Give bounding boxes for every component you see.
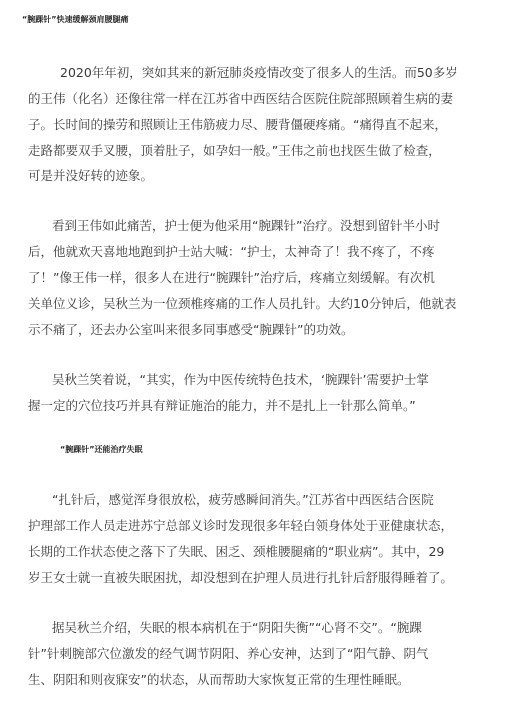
paragraph-line: 据吴秋兰介绍，失眠的根本病机在于“阴阳失衡”“心肾不交”。“腕踝 — [52, 620, 422, 635]
paragraph-line: 握一定的穴位技巧并具有辩证施治的能力，并不是扎上一针那么简单。” — [28, 398, 416, 413]
paragraph-line: 示不痛了，还去办公室叫来很多同事感受“腕踝针”的功效。 — [28, 322, 354, 337]
paragraph-line: 可是并没好转的迹象。 — [28, 168, 154, 183]
section-heading-wrist-ankle-pain: “腕踝针”快速缓解颈肩腰腿痛 — [22, 15, 129, 24]
paragraph-line: 针”针刺腕部穴位激发的经气调节阴阳、养心安神，达到了“阳气静、阴气 — [28, 646, 429, 661]
paragraph-line: 了！”像王伟一样，很多人在进行“腕踝针”治疗后，疼痛立刻缓解。有次机 — [28, 270, 435, 285]
section-heading-insomnia: “腕踝针”还能治疗失眠 — [60, 445, 143, 454]
paragraph-line: 长期的工作状态使之落下了失眠、困乏、颈椎腰腿痛的“职业病”。其中，29 — [28, 544, 445, 559]
paragraph-line: 的王伟（化名）还像往常一样在江苏省中西医结合医院住院部照顾着生病的妻 — [28, 91, 454, 106]
paragraph-line: 后，他就欢天喜地地跑到护士站大喊：“护士，太神奇了！我不疼了，不疼 — [28, 244, 435, 259]
paragraph-line: 走路都要双手叉腰，顶着肚子，如孕妇一般。”王伟之前也找医生做了检查， — [28, 143, 441, 158]
paragraph-line: 2020年年初，突如其来的新冠肺炎疫情改变了很多人的生活。而50多岁 — [60, 65, 458, 80]
paragraph-line: 看到王伟如此痛苦，护士便为他采用“腕踝针”治疗。没想到留针半小时 — [52, 218, 440, 233]
paragraph-line: 生、阴阳和则夜寐安”的状态，从而帮助大家恢复正常的生理性睡眠。 — [28, 672, 410, 687]
paragraph-line: 子。长时间的操劳和照顾让王伟筋疲力尽、腰背僵硬疼痛。“痛得直不起来， — [28, 117, 447, 132]
paragraph-line: 吴秋兰笑着说，“其实，作为中医传统特色技术，‘腕踝针’需要护士掌 — [52, 372, 429, 387]
paragraph-line: 关单位义诊，吴秋兰为一位颈椎疼痛的工作人员扎针。大约10分钟后，他就表 — [28, 296, 457, 311]
paragraph-line: “扎针后，感觉浑身很放松，疲劳感瞬间消失。”江苏省中西医结合医院 — [52, 492, 434, 507]
paragraph-line: 护理部工作人员走进苏宁总部义诊时发现很多年轻白领身体处于亚健康状态， — [28, 518, 454, 533]
paragraph-line: 岁王女士就一直被失眠困扰，却没想到在护理人员进行扎针后舒服得睡着了。 — [28, 570, 454, 585]
